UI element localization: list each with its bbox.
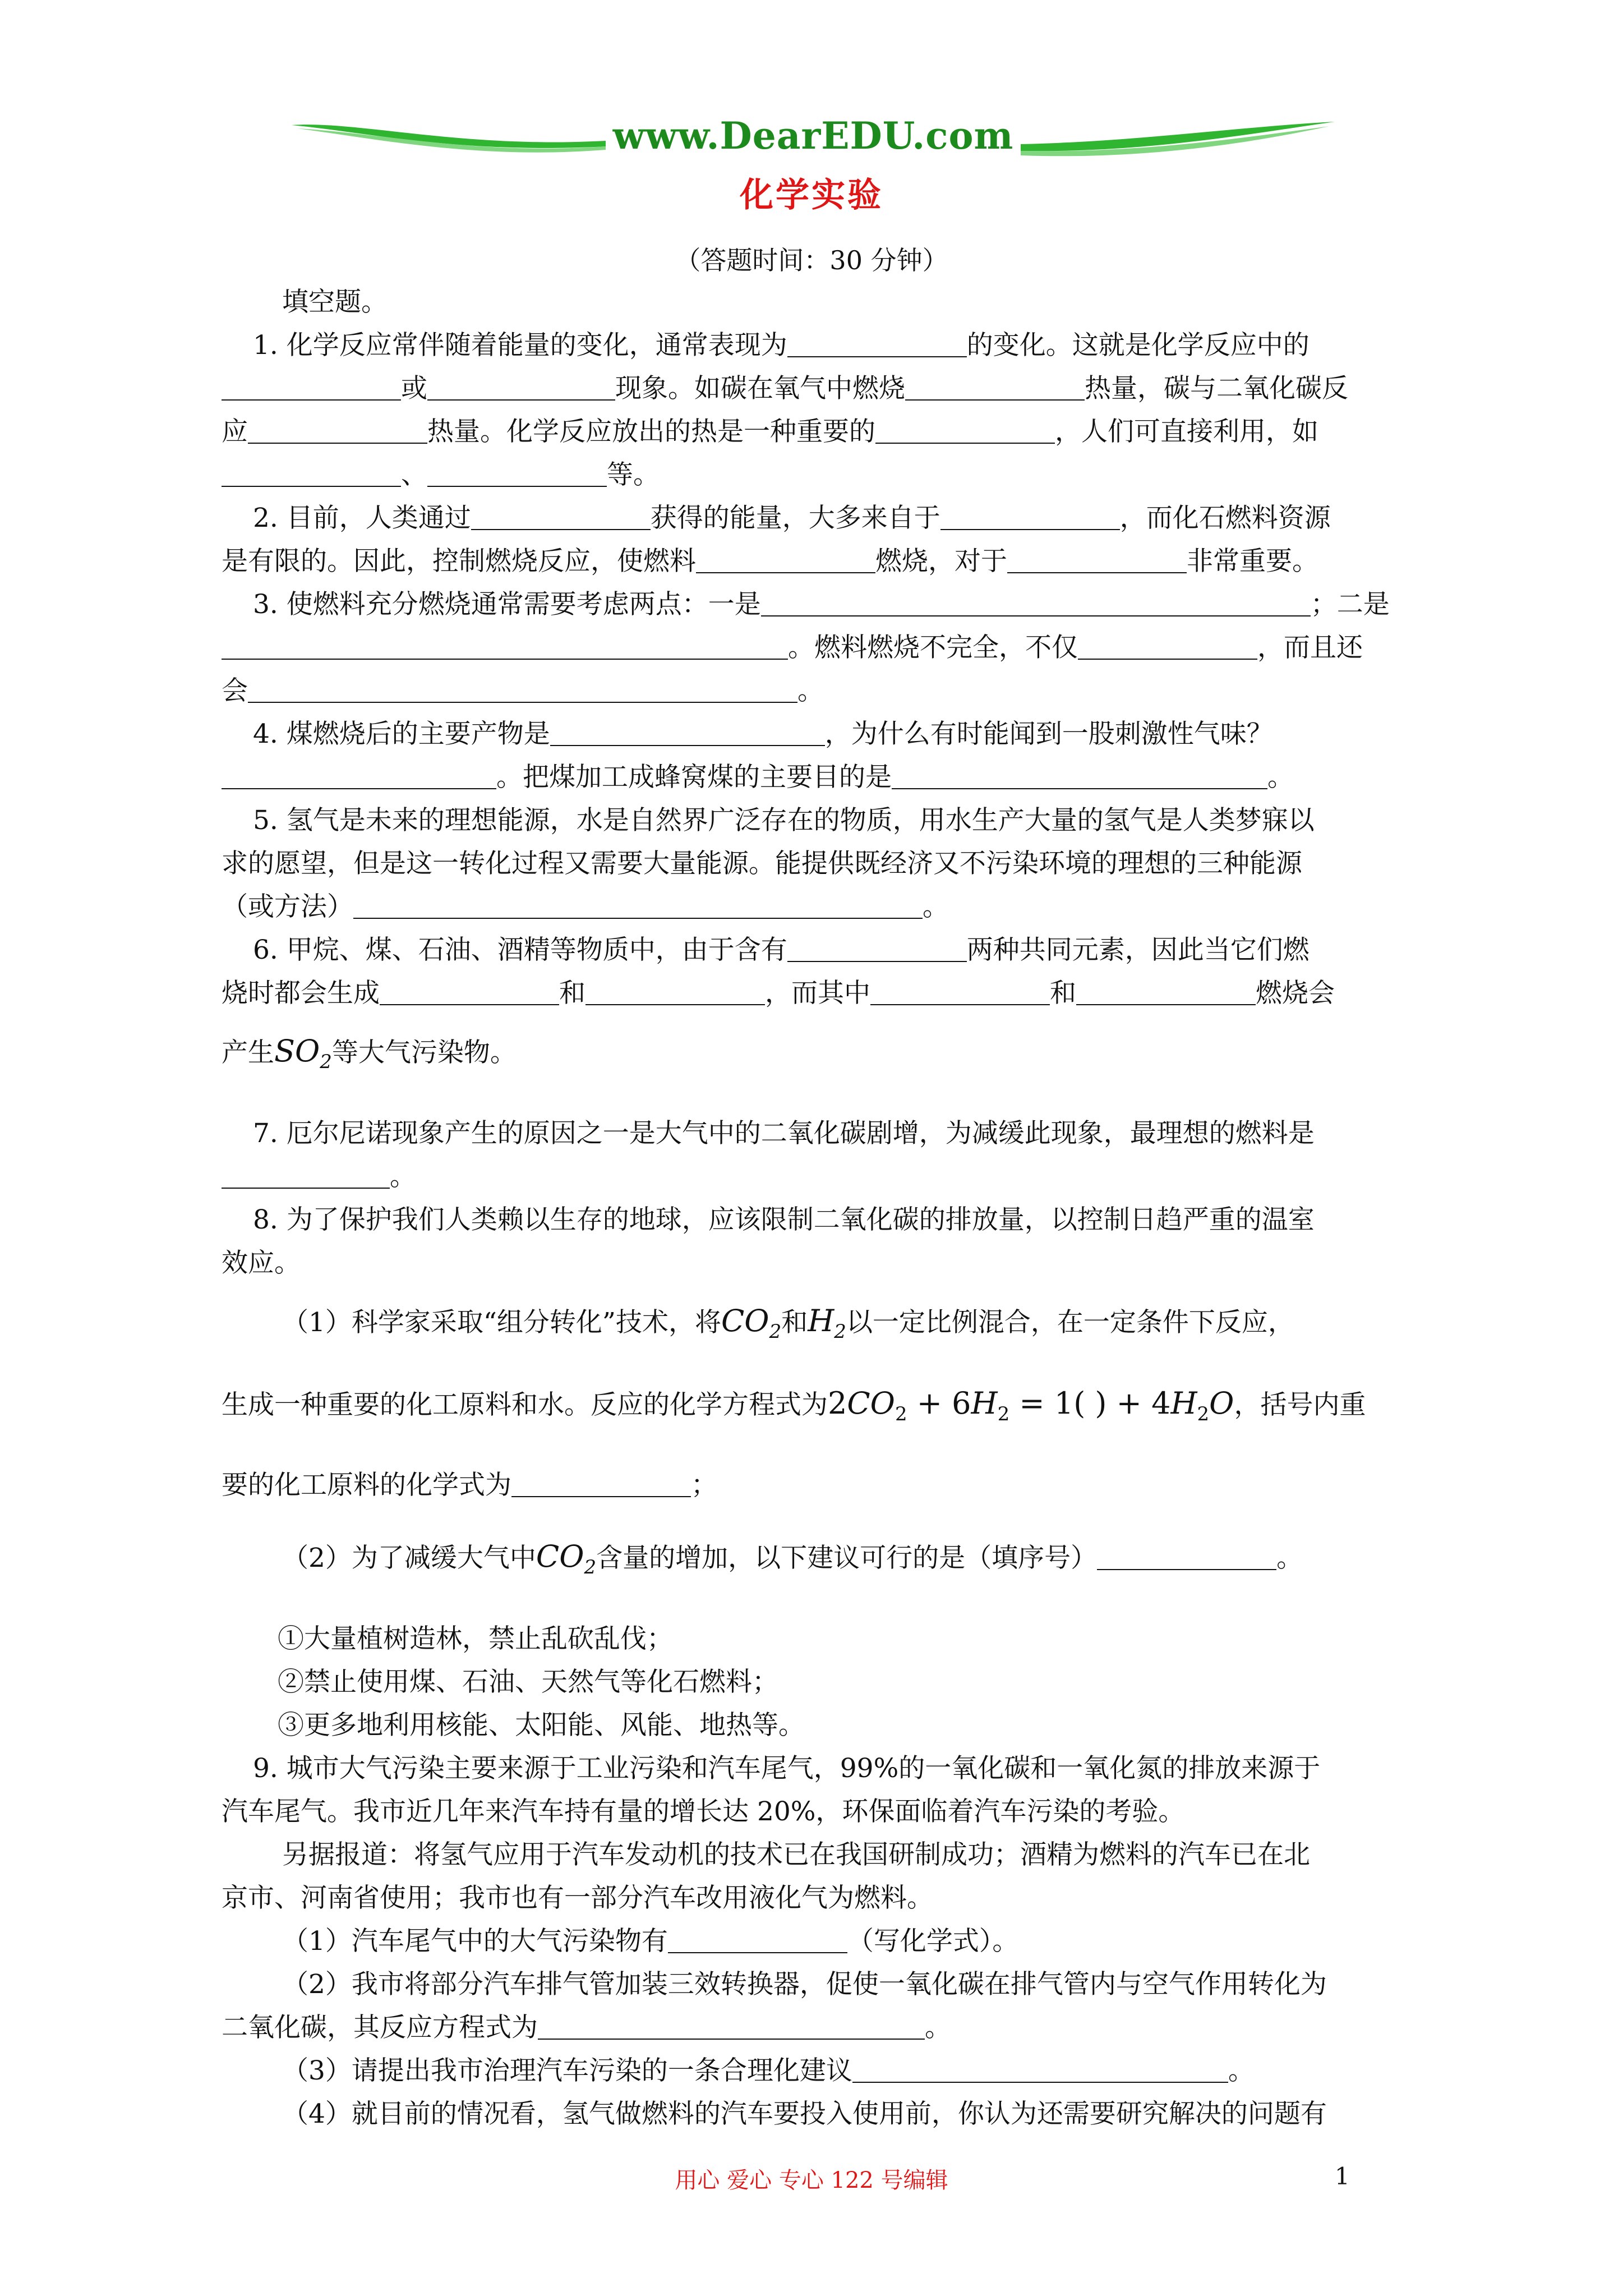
answer-blank[interactable]: [892, 763, 1267, 789]
chemical-equation: $2CO_2 + 6H_2 = 1$( ) + $4H_2O$: [828, 1385, 1234, 1425]
question-9-report-cont: 京市、河南省使用；我市也有一部分汽车改用液化气为燃料。: [222, 1883, 933, 1914]
formula-so2: $SO_2$: [274, 1033, 332, 1073]
answer-blank[interactable]: [222, 375, 401, 401]
answer-blank[interactable]: [1076, 979, 1256, 1005]
question-4: 4. 煤燃烧后的主要产物是 ，为什么有时能闻到一股刺激性气味？ 。把煤加工成蜂窝煤的主要目的是 。: [222, 712, 1422, 799]
answer-blank[interactable]: [870, 979, 1050, 1005]
formula-h2: $H_2$: [808, 1303, 846, 1343]
question-8-part-1: （1）科学家采取“组分转化”技术，将$CO_2$和$H_2$以一定比例混合，在一定条件下反应，: [282, 1303, 1294, 1343]
answer-blank[interactable]: [1078, 634, 1257, 660]
site-banner: [292, 109, 1335, 171]
question-9-part-4: （4）就目前的情况看，氢气做燃料的汽车要投入使用前，你认为还需要研究解决的问题有: [282, 2099, 1327, 2130]
question-9: 9. 城市大气污染主要来源于工业污染和汽车尾气，99%的一氧化碳和一氧化氮的排放来源于 汽车尾气。我市近几年来汽车持有量的增长达 20%，环保面临着汽车污染的考验。: [222, 1753, 1321, 1828]
page-subtitle: （答题时间：30 分钟）: [675, 245, 948, 275]
answer-blank[interactable]: [1097, 1544, 1276, 1570]
answer-blank[interactable]: [248, 418, 427, 444]
question-7: 7. 厄尔尼诺现象产生的原因之一是大气中的二氧化碳剧增，为减缓此现象，最理想的燃料是 。: [222, 1112, 1422, 1198]
answer-blank[interactable]: [761, 591, 1311, 616]
answer-blank[interactable]: [222, 1163, 390, 1189]
answer-blank[interactable]: [1007, 547, 1187, 573]
document-body: [222, 280, 1422, 2136]
answer-blank[interactable]: [353, 893, 923, 919]
option-3: ③更多地利用核能、太阳能、风能、地热等。: [278, 1710, 805, 1741]
answer-blank[interactable]: [380, 979, 559, 1005]
question-5: 5. 氢气是未来的理想能源，水是自然界广泛存在的物质，用水生产大量的氢气是人类梦寐以 求的愿望，但是这一转化过程又需要大量能源。能提供既经济又不污染环境的理想的三种能源 （或方法） 。: [222, 805, 1315, 922]
answer-blank[interactable]: [787, 332, 967, 357]
answer-blank[interactable]: [550, 720, 825, 746]
answer-blank[interactable]: [427, 375, 615, 401]
question-9-report: 另据报道：将氢气应用于汽车发动机的技术已在我国研制成功；酒精为燃料的汽车已在北: [282, 1839, 1310, 1871]
answer-blank[interactable]: [585, 979, 765, 1005]
section-heading: 填空题。: [282, 287, 388, 318]
page-footer: 用心 爱心 专心 122 号编辑: [675, 2168, 948, 2193]
question-8-part-2: （2）为了减缓大气中$CO_2$含量的增加，以下建议可行的是（填序号） 。: [282, 1539, 1303, 1579]
answer-blank[interactable]: [222, 634, 788, 660]
answer-blank[interactable]: [222, 461, 401, 487]
question-6-cont: 产生$SO_2$等大气污染物。: [222, 1033, 517, 1073]
answer-blank[interactable]: [668, 1927, 847, 1953]
answer-blank[interactable]: [787, 936, 967, 962]
page-number: 1: [1335, 2162, 1350, 2190]
answer-blank[interactable]: [940, 504, 1120, 530]
question-9-part-1: （1）汽车尾气中的大气污染物有 （写化学式）。: [282, 1926, 1019, 1957]
formula-co2: $CO_2$: [721, 1303, 782, 1343]
answer-blank[interactable]: [248, 677, 797, 703]
answer-blank[interactable]: [427, 461, 607, 487]
answer-blank[interactable]: [471, 504, 651, 530]
answer-blank[interactable]: [852, 2057, 1228, 2083]
question-8: 8. 为了保护我们人类赖以生存的地球，应该限制二氧化碳的排放量，以控制日趋严重的温室 效应。: [222, 1204, 1315, 1278]
question-8-part-1-answer: 要的化工原料的化学式为 ；: [222, 1470, 717, 1501]
option-1: ①大量植树造林，禁止乱砍乱伐；: [278, 1623, 673, 1655]
question-9-part-2: （2）我市将部分汽车排气管加装三效转换器，促使一氧化碳在排气管内与空气作用转化为 二氧化碳，其反应方程式为 。: [222, 1969, 1327, 2044]
question-9-part-3: （3）请提出我市治理汽车污染的一条合理化建议 。: [282, 2055, 1255, 2087]
formula-co2: $CO_2$: [536, 1539, 597, 1579]
page-title: 化学实验: [740, 176, 883, 215]
answer-blank[interactable]: [222, 763, 496, 789]
question-6: 6. 甲烷、煤、石油、酒精等物质中，由于含有 两种共同元素，因此当它们燃 烧时都会生成 和 ，而其中 和 燃烧会: [222, 935, 1335, 1009]
answer-blank[interactable]: [875, 418, 1055, 444]
option-2: ②禁止使用煤、石油、天然气等化石燃料；: [278, 1667, 778, 1698]
question-8-equation-line: 生成一种重要的化工原料和水。反应的化学方程式为$2CO_2 + 6H_2 = 1$( ) + $4H_2O$，括号内重: [222, 1385, 1366, 1425]
answer-blank[interactable]: [905, 375, 1085, 401]
question-2: 2. 目前，人类通过 获得的能量，大多来自于 ，而化石燃料资源 是有限的。因此，控制燃烧反应，使燃料 燃烧，对于 非常重要。: [222, 503, 1331, 577]
question-1: 1. 化学反应常伴随着能量的变化，通常表现为 的变化。这就是化学反应中的 或 现象。如碳在氧气中燃烧 热量，碳与二氧化碳反 应 热量。化学反应放出的热是一种重要的 ，人们可直接利用，如 、 等。: [222, 330, 1348, 490]
site-name: www.DearEDU.com: [612, 114, 1014, 158]
answer-blank[interactable]: [696, 547, 875, 573]
question-3: 3. 使燃料充分燃烧通常需要考虑两点：一是 ；二是 。燃料燃烧不完全，不仅 ，而且还 会 。: [222, 589, 1390, 706]
answer-blank[interactable]: [511, 1471, 691, 1497]
answer-blank[interactable]: [538, 2014, 925, 2040]
